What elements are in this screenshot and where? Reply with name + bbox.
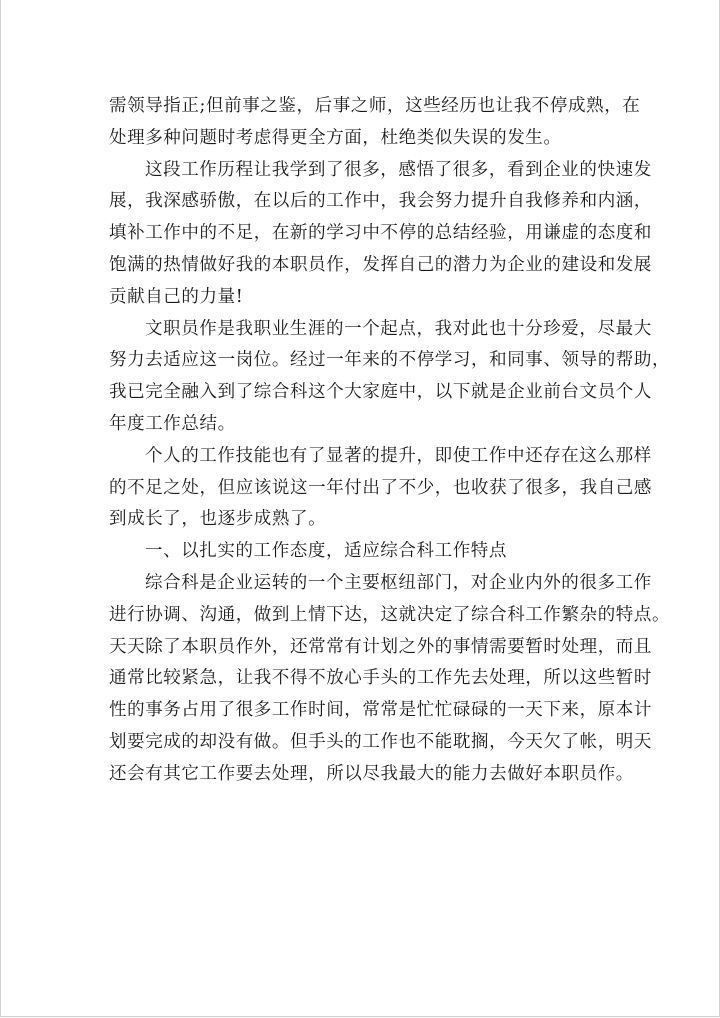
text-line: 通常比较紧急，让我不得不放心手头的工作先去处理，所以这些暂时	[109, 668, 652, 689]
text-line: 贡献自己的力量!	[109, 286, 244, 307]
text-line: 填补工作中的不足，在新的学习中不停的总结经验，用谦虚的态度和	[109, 223, 652, 244]
text-line: 天天除了本职员作外，还常常有计划之外的事情需要暂时处理，而且	[109, 636, 652, 657]
text-line: 文职员作是我职业生涯的一个起点，我对此也十分珍爱，尽最大	[145, 318, 652, 339]
text-line: 的不足之处，但应该说这一年付出了不少，也收获了很多，我自己感	[109, 477, 652, 498]
text-line: 年度工作总结。	[109, 413, 236, 434]
text-line: 到成长了，也逐步成熟了。	[109, 509, 327, 530]
text-line: 需领导指正;但前事之鉴，后事之师，这些经历也让我不停成熟，在	[109, 96, 641, 116]
text-line: 性的事务占用了很多工作时间，常常是忙忙碌碌的一天下来，原本计	[109, 700, 652, 721]
text-line: 我已完全融入到了综合科这个大家庭中，以下就是企业前台文员个人	[109, 382, 652, 403]
text-line: 还会有其它工作要去处理，所以尽我最大的能力去做好本职员作。	[109, 763, 634, 784]
text-line: 处理多种问题时考虑得更全方面，杜绝类似失误的发生。	[109, 127, 562, 148]
section-heading: 一、以扎实的工作态度，适应综合科工作特点	[145, 541, 507, 562]
text-line: 饱满的热情做好我的本职员作，发挥自己的潜力为企业的建设和发展	[109, 254, 652, 275]
text-line: 划要完成的却没有做。但手头的工作也不能耽搁，今天欠了帐，明天	[109, 731, 652, 752]
text-line: 这段工作历程让我学到了很多，感悟了很多，看到企业的快速发	[145, 159, 652, 180]
text-line: 综合科是企业运转的一个主要枢纽部门，对企业内外的很多工作	[145, 572, 652, 593]
document-body	[109, 91, 671, 791]
text-line: 展，我深感骄傲，在以后的工作中，我会努力提升自我修养和内涵，	[109, 191, 652, 212]
text-line: 进行协调、沟通，做到上情下达，这就决定了综合科工作繁杂的特点。	[109, 604, 671, 625]
text-line: 个人的工作技能也有了显著的提升，即使工作中还存在这么那样	[145, 445, 652, 466]
text-line: 努力去适应这一岗位。经过一年来的不停学习，和同事、领导的帮助，	[109, 350, 671, 371]
